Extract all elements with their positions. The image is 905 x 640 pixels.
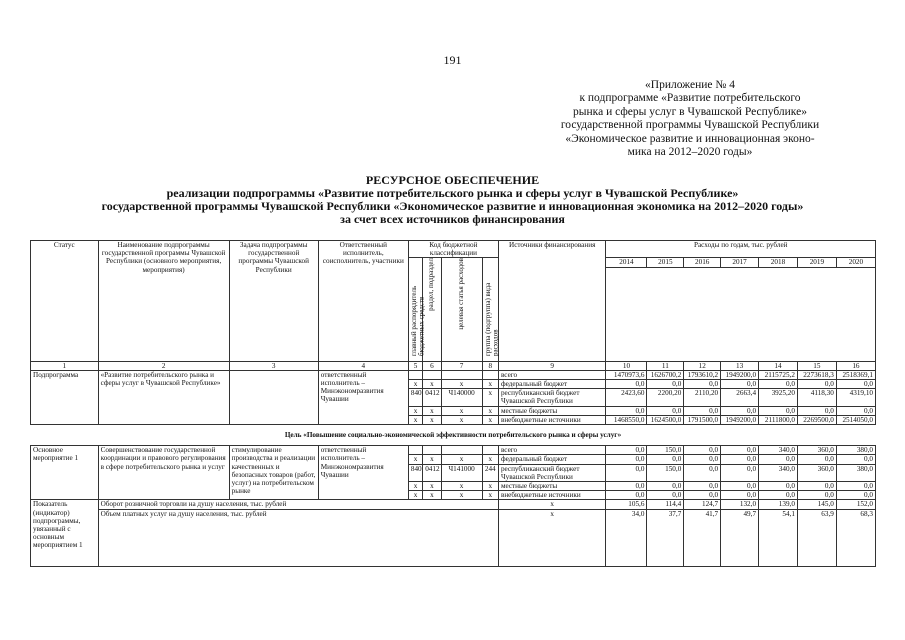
amount-cell: 2273618,3 bbox=[797, 370, 836, 379]
amount-cell: 0,0 bbox=[647, 380, 684, 389]
kbk-code: x bbox=[423, 491, 441, 500]
kbk-code: x bbox=[441, 406, 482, 415]
indicator-value: 68,3 bbox=[836, 509, 875, 566]
amount-cell: 0,0 bbox=[759, 491, 798, 500]
amount-cell: 0,0 bbox=[836, 491, 875, 500]
amount-cell: 0,0 bbox=[684, 380, 721, 389]
column-number: 14 bbox=[759, 361, 798, 370]
amount-cell: 340,0 bbox=[759, 464, 798, 481]
kbk-code: x bbox=[408, 482, 422, 491]
column-number: 5 bbox=[408, 361, 422, 370]
kbk-code: x bbox=[482, 380, 498, 389]
amount-cell: 2663,4 bbox=[721, 389, 759, 406]
budget-row bbox=[31, 370, 876, 379]
column-number: 12 bbox=[684, 361, 721, 370]
amount-cell: 0,0 bbox=[721, 455, 759, 464]
budget-row bbox=[31, 446, 876, 455]
amount-cell: 2115725,2 bbox=[759, 370, 798, 379]
responsible-cell: ответственный исполнитель – Минэкономразвития Чувашии bbox=[318, 446, 408, 500]
amount-cell: 150,0 bbox=[647, 464, 684, 481]
amount-cell: 0,0 bbox=[759, 482, 798, 491]
note-line: государственной программы Чувашской Республики bbox=[560, 119, 820, 132]
amount-cell: 2423,60 bbox=[606, 389, 647, 406]
header-year: 2019 bbox=[797, 258, 836, 267]
status-cell: Подпрограмма bbox=[31, 370, 99, 424]
indicator-value: 54,1 bbox=[759, 509, 798, 566]
column-number: 4 bbox=[318, 361, 408, 370]
indicator-value: 34,0 bbox=[606, 509, 647, 566]
header-row bbox=[31, 241, 876, 258]
document-title bbox=[0, 174, 905, 226]
note-line: рынка и сферы услуг в Чувашской Республике» bbox=[573, 105, 807, 118]
note-line: мика на 2012–2020 годы» bbox=[627, 146, 753, 159]
amount-cell: 0,0 bbox=[684, 491, 721, 500]
source-cell: республиканский бюджет Чувашской Республики bbox=[498, 389, 606, 406]
amount-cell: 0,0 bbox=[721, 491, 759, 500]
kbk-code: x bbox=[408, 380, 422, 389]
kbk-code: x bbox=[423, 415, 441, 424]
amount-cell: 0,0 bbox=[606, 491, 647, 500]
kbk-code bbox=[482, 370, 498, 379]
amount-cell: 0,0 bbox=[759, 380, 798, 389]
amount-cell: 0,0 bbox=[797, 455, 836, 464]
amount-cell: 0,0 bbox=[684, 446, 721, 455]
amount-cell: 2514050,0 bbox=[836, 415, 875, 424]
amount-cell: 0,0 bbox=[684, 482, 721, 491]
kbk-code: Ч141000 bbox=[441, 464, 482, 481]
amount-cell: 360,0 bbox=[797, 446, 836, 455]
amount-cell: 4319,10 bbox=[836, 389, 875, 406]
amount-cell: 0,0 bbox=[797, 491, 836, 500]
source-cell: местные бюджеты bbox=[498, 406, 606, 415]
amount-cell: 1624500,0 bbox=[647, 415, 684, 424]
indicator-source: x bbox=[498, 509, 606, 566]
kbk-code bbox=[423, 370, 441, 379]
amount-cell: 1468550,0 bbox=[606, 415, 647, 424]
kbk-code: x bbox=[482, 455, 498, 464]
column-number: 13 bbox=[721, 361, 759, 370]
amount-cell: 0,0 bbox=[721, 482, 759, 491]
amount-cell: 380,0 bbox=[836, 464, 875, 481]
indicator-value: 139,0 bbox=[759, 500, 798, 509]
amount-cell: 0,0 bbox=[647, 406, 684, 415]
header-kbk-article: целевая статья расходов bbox=[441, 258, 482, 361]
kbk-code: 244 bbox=[482, 464, 498, 481]
kbk-code: Ч140000 bbox=[441, 389, 482, 406]
kbk-code: x bbox=[408, 455, 422, 464]
kbk-code: x bbox=[408, 415, 422, 424]
indicator-value: 124,7 bbox=[684, 500, 721, 509]
indicator-row bbox=[31, 509, 876, 566]
header-task: Задача подпрограммы государственной программы Чувашской Республики bbox=[229, 241, 318, 362]
kbk-code: x bbox=[423, 482, 441, 491]
column-number: 9 bbox=[498, 361, 606, 370]
header-year: 2014 bbox=[606, 258, 647, 267]
amount-cell: 0,0 bbox=[721, 464, 759, 481]
header-status: Статус bbox=[31, 241, 99, 362]
indicator-source: x bbox=[498, 500, 606, 509]
column-number: 8 bbox=[482, 361, 498, 370]
indicator-name: Оборот розничной торговли на душу населения, тыс. рублей bbox=[98, 500, 498, 509]
title-line: РЕСУРСНОЕ ОБЕСПЕЧЕНИЕ bbox=[365, 173, 540, 187]
status-cell: Основное мероприятие 1 bbox=[31, 446, 99, 500]
indicator-value: 145,0 bbox=[797, 500, 836, 509]
kbk-code: x bbox=[482, 415, 498, 424]
header-year: 2016 bbox=[684, 258, 721, 267]
amount-cell: 2518369,1 bbox=[836, 370, 875, 379]
kbk-code bbox=[441, 446, 482, 455]
column-number: 15 bbox=[797, 361, 836, 370]
amount-cell: 0,0 bbox=[797, 380, 836, 389]
kbk-code: x bbox=[423, 406, 441, 415]
source-cell: внебюджетные источники bbox=[498, 491, 606, 500]
amount-cell: 0,0 bbox=[606, 380, 647, 389]
amount-cell: 1626700,2 bbox=[647, 370, 684, 379]
kbk-code: x bbox=[482, 406, 498, 415]
indicator-name: Объем платных услуг на душу населения, тыс. рублей bbox=[98, 509, 498, 566]
amount-cell: 0,0 bbox=[606, 482, 647, 491]
amount-cell: 0,0 bbox=[684, 455, 721, 464]
amount-cell: 360,0 bbox=[797, 464, 836, 481]
column-number-row bbox=[31, 361, 876, 370]
note-line: «Экономическое развитие и инновационная эконо- bbox=[565, 132, 815, 145]
name-cell: «Развитие потребительского рынка и сферы услуг в Чувашской Республике» bbox=[98, 370, 229, 424]
responsible-cell: ответственный исполнитель – Минэкономразвития Чувашии bbox=[318, 370, 408, 424]
column-number: 11 bbox=[647, 361, 684, 370]
column-number: 10 bbox=[606, 361, 647, 370]
amount-cell: 0,0 bbox=[606, 446, 647, 455]
amount-cell: 0,0 bbox=[721, 380, 759, 389]
name-cell: Совершенствование государственной координации и правового регулирования в сфере потребительского рынка и услуг bbox=[98, 446, 229, 500]
kbk-code: x bbox=[482, 389, 498, 406]
header-year: 2020 bbox=[836, 258, 875, 267]
kbk-code bbox=[408, 446, 422, 455]
source-cell: федеральный бюджет bbox=[498, 380, 606, 389]
indicator-status: Показатель (индикатор) подпрограммы, увязанный с основным мероприятием 1 bbox=[31, 500, 99, 566]
amount-cell: 2200,20 bbox=[647, 389, 684, 406]
header-year: 2015 bbox=[647, 258, 684, 267]
header-responsible: Ответственный исполнитель, соисполнитель, участники bbox=[318, 241, 408, 362]
source-cell: федеральный бюджет bbox=[498, 455, 606, 464]
amount-cell: 0,0 bbox=[647, 482, 684, 491]
kbk-code bbox=[423, 446, 441, 455]
kbk-code: x bbox=[441, 482, 482, 491]
source-cell: всего bbox=[498, 370, 606, 379]
amount-cell: 0,0 bbox=[721, 446, 759, 455]
amount-cell: 4118,30 bbox=[797, 389, 836, 406]
kbk-code bbox=[482, 446, 498, 455]
header-kbk-section: раздел, подраздел bbox=[423, 258, 441, 361]
kbk-code: 840 bbox=[408, 389, 422, 406]
amount-cell: 1791500,0 bbox=[684, 415, 721, 424]
kbk-code: 840 bbox=[408, 464, 422, 481]
kbk-code: x bbox=[441, 380, 482, 389]
column-number: 2 bbox=[98, 361, 229, 370]
column-number: 1 bbox=[31, 361, 99, 370]
source-cell: всего bbox=[498, 446, 606, 455]
kbk-code: x bbox=[408, 406, 422, 415]
amount-cell: 150,0 bbox=[647, 446, 684, 455]
amount-cell: 0,0 bbox=[647, 491, 684, 500]
header-expenses: Расходы по годам, тыс. рублей bbox=[606, 241, 876, 258]
kbk-code: x bbox=[441, 415, 482, 424]
header-kbk-group: группа (подгруппа) вида расходов bbox=[482, 258, 498, 361]
kbk-code: x bbox=[408, 491, 422, 500]
amount-cell: 0,0 bbox=[684, 464, 721, 481]
source-cell: республиканский бюджет Чувашской Республики bbox=[498, 464, 606, 481]
amount-cell: 0,0 bbox=[797, 482, 836, 491]
amount-cell: 1949200,0 bbox=[721, 415, 759, 424]
appendix-note bbox=[525, 79, 855, 159]
header-year: 2017 bbox=[721, 258, 759, 267]
amount-cell: 1470973,6 bbox=[606, 370, 647, 379]
title-line: за счет всех источников финансирования bbox=[340, 212, 565, 226]
indicator-value: 49,7 bbox=[721, 509, 759, 566]
kbk-code: x bbox=[441, 455, 482, 464]
amount-cell: 1793610,2 bbox=[684, 370, 721, 379]
amount-cell: 340,0 bbox=[759, 446, 798, 455]
amount-cell: 3925,20 bbox=[759, 389, 798, 406]
indicator-value: 132,0 bbox=[721, 500, 759, 509]
goal-text: Цель «Повышение социально-экономической эффективности потребительского рынка и сферы услуг» bbox=[31, 425, 876, 446]
kbk-code: 0412 bbox=[423, 464, 441, 481]
amount-cell: 2110,20 bbox=[684, 389, 721, 406]
header-year: 2018 bbox=[759, 258, 798, 267]
kbk-code: x bbox=[482, 482, 498, 491]
amount-cell: 0,0 bbox=[836, 455, 875, 464]
header-kbk: Код бюджетной классификации bbox=[408, 241, 498, 258]
header-name: Наименование подпрограммы государственной программы Чувашской Республики (основного мероприятия, мероприятия) bbox=[98, 241, 229, 362]
column-number: 16 bbox=[836, 361, 875, 370]
task-cell bbox=[229, 370, 318, 424]
kbk-code bbox=[441, 370, 482, 379]
indicator-value: 63,9 bbox=[797, 509, 836, 566]
column-number: 6 bbox=[423, 361, 441, 370]
title-line: государственной программы Чувашской Республики «Экономическое развитие и инновационная экономика на 2012–2020 годы» bbox=[101, 199, 804, 213]
indicator-value: 152,0 bbox=[836, 500, 875, 509]
amount-cell: 0,0 bbox=[606, 406, 647, 415]
indicator-value: 105,6 bbox=[606, 500, 647, 509]
amount-cell: 0,0 bbox=[684, 406, 721, 415]
amount-cell: 0,0 bbox=[836, 380, 875, 389]
amount-cell: 380,0 bbox=[836, 446, 875, 455]
amount-cell: 0,0 bbox=[797, 406, 836, 415]
column-number: 3 bbox=[229, 361, 318, 370]
amount-cell: 0,0 bbox=[759, 406, 798, 415]
title-line: реализации подпрограммы «Развитие потребительского рынка и сферы услуг в Чувашской Республике» bbox=[166, 186, 739, 200]
header-kbk-grbs: главный распорядитель бюджетных средств bbox=[408, 258, 422, 361]
amount-cell: 0,0 bbox=[606, 464, 647, 481]
header-year-spacer bbox=[606, 267, 876, 361]
task-cell: стимулирование производства и реализации качественных и безопасных товаров (работ, услуг) на потребительском рынке bbox=[229, 446, 318, 500]
kbk-code: x bbox=[482, 491, 498, 500]
amount-cell: 0,0 bbox=[606, 455, 647, 464]
indicator-row bbox=[31, 500, 876, 509]
kbk-code: x bbox=[423, 380, 441, 389]
amount-cell: 0,0 bbox=[647, 455, 684, 464]
header-source: Источники финансирования bbox=[498, 241, 606, 362]
amount-cell: 0,0 bbox=[836, 482, 875, 491]
amount-cell: 2111800,0 bbox=[759, 415, 798, 424]
amount-cell: 0,0 bbox=[836, 406, 875, 415]
amount-cell: 1949200,0 bbox=[721, 370, 759, 379]
note-line: к подпрограмме «Развитие потребительского bbox=[579, 92, 801, 105]
indicator-value: 41,7 bbox=[684, 509, 721, 566]
kbk-code bbox=[408, 370, 422, 379]
goal-row bbox=[31, 425, 876, 446]
indicator-value: 37,7 bbox=[647, 509, 684, 566]
page-number: 191 bbox=[443, 53, 462, 67]
source-cell: местные бюджеты bbox=[498, 482, 606, 491]
kbk-code: 0412 bbox=[423, 389, 441, 406]
kbk-code: x bbox=[423, 455, 441, 464]
source-cell: внебюджетные источники bbox=[498, 415, 606, 424]
note-line: «Приложение № 4 bbox=[645, 79, 735, 91]
amount-cell: 0,0 bbox=[721, 406, 759, 415]
amount-cell: 2269500,0 bbox=[797, 415, 836, 424]
column-number: 7 bbox=[441, 361, 482, 370]
resource-table bbox=[30, 240, 876, 567]
indicator-value: 114,4 bbox=[647, 500, 684, 509]
kbk-code: x bbox=[441, 491, 482, 500]
amount-cell: 0,0 bbox=[759, 455, 798, 464]
